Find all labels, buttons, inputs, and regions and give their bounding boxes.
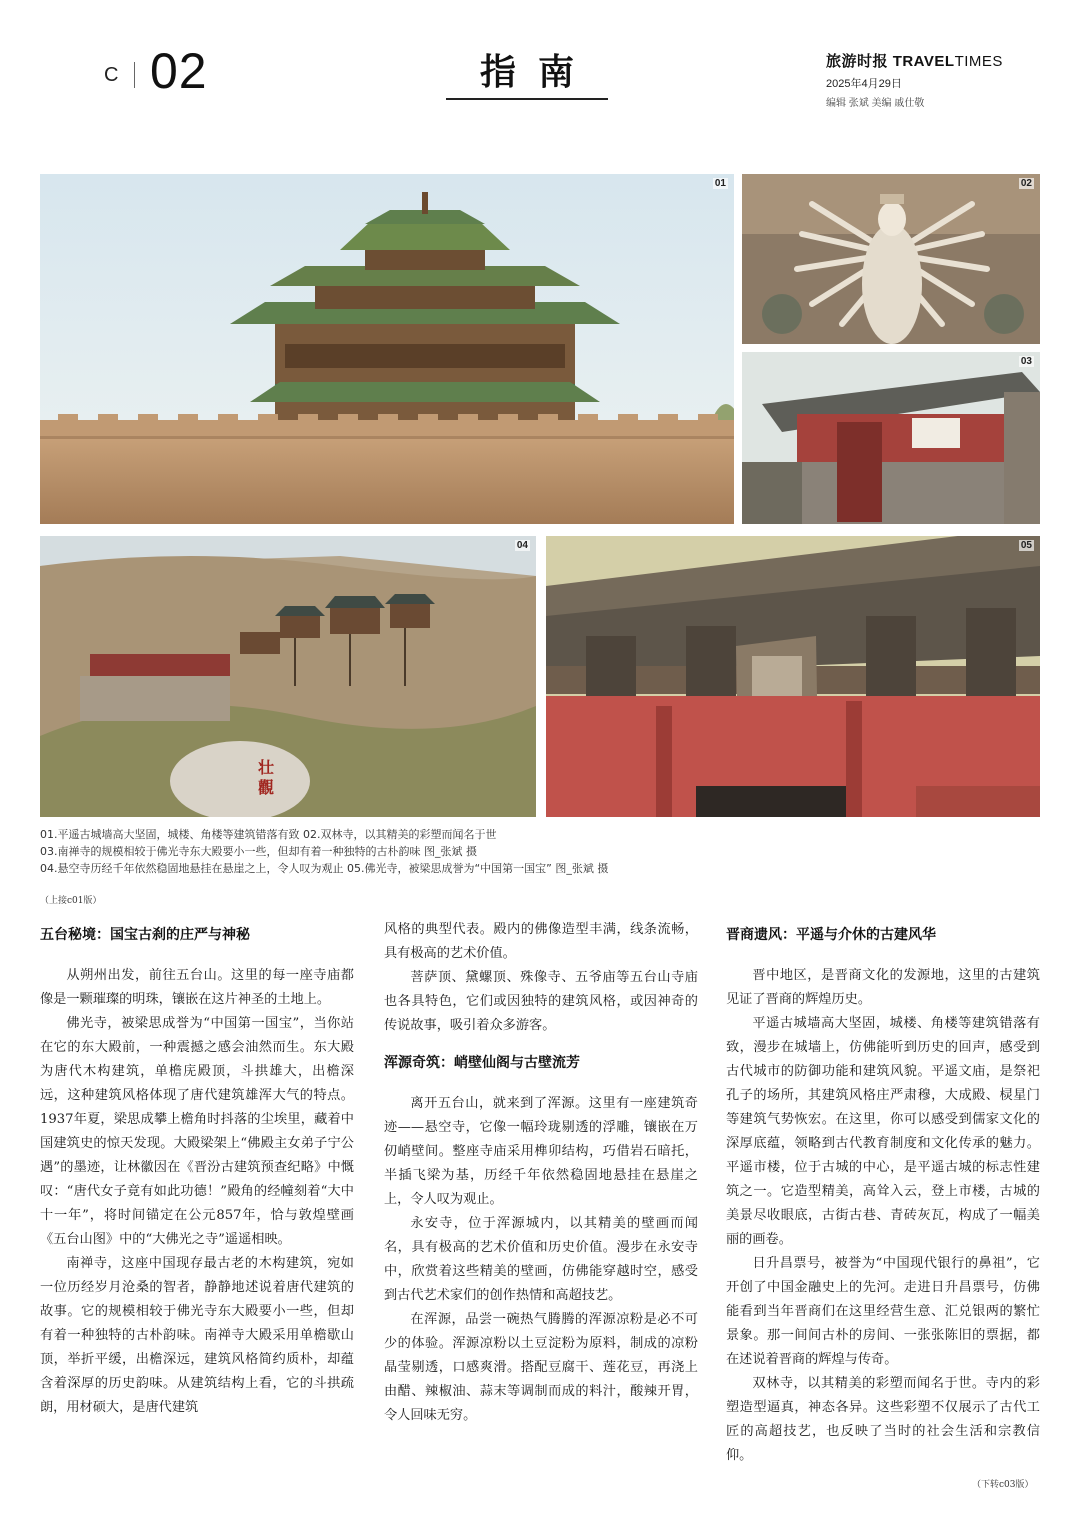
- article-column-3: [726, 924, 1040, 1468]
- photo-number: 05: [1020, 540, 1032, 551]
- photo-number: 01: [714, 178, 726, 189]
- nanchan-hall-illustration: [742, 352, 1040, 524]
- article-paragraph: 双林寺，以其精美的彩塑而闻名于世。寺内的彩塑造型逼真，神态各异。这些彩塑不仅展示了古代工匠的高超技艺，也反映了当时的社会生活和宗教信仰。: [726, 1376, 1040, 1463]
- article-paragraph: 风格的典型代表。殿内的佛像造型丰满，线条流畅，具有极高的艺术价值。: [384, 922, 698, 961]
- masthead-brand: [826, 50, 1026, 71]
- article-column-1: [40, 924, 354, 1420]
- article-paragraph: 永安寺，位于浑源城内，以其精美的壁画而闻名，具有极高的艺术价值和历史价值。漫步在永安寺中，欣赏着这些精美的壁画，仿佛能穿越时空，感受到古代艺术家们的创作热情和高超技艺。: [384, 1216, 698, 1303]
- caption-line: 03.南禅寺的规模相较于佛光寺东大殿要小一些，但却有着一种独特的古朴韵味 图_张斌 摄: [40, 845, 477, 858]
- section-title-rule: [446, 98, 608, 100]
- guanyin-statue-illustration: [742, 174, 1040, 344]
- section-divider: [134, 62, 135, 88]
- page-number: 02: [150, 43, 208, 99]
- article-paragraph: 日升昌票号，被誉为“中国现代银行的鼻祖”，它开创了中国金融史上的先河。走进日升昌票号，仿佛能看到当年晋商们在这里经营生意、汇兑银两的繁忙景象。那一间间古朴的房间、一张张陈旧的票据，都在述说着晋商的辉煌与传奇。: [726, 1256, 1040, 1367]
- photo-pingyao-city-wall: [40, 174, 734, 524]
- section-letter: C: [104, 64, 119, 86]
- pingyao-tower-illustration: [40, 174, 734, 524]
- brand-cn: 旅游时报: [826, 53, 889, 70]
- section-title: 指南: [479, 52, 596, 93]
- article-paragraph: 南禅寺，这座中国现存最古老的木构建筑，宛如一位历经岁月沧桑的智者，静静地述说着唐代建筑的故事。它的规模相较于佛光寺东大殿要小一些，但却有着一种独特的古朴韵味。南禅寺大殿采用单檐歇山顶，举折平缓，出檐深远，建筑风格简约质朴，却蕴含着深厚的历史韵味。从建筑结构上看，它的斗拱疏朗，用材硕大，是唐代建筑: [40, 1256, 354, 1415]
- continued-from-note: （上接c01版）: [40, 896, 102, 906]
- photo-nanchan-temple: [742, 352, 1040, 524]
- article-paragraph: 菩萨顶、黛螺顶、殊像寺、五爷庙等五台山寺庙也各具特色，它们或因独特的建筑风格，或因神奇的传说故事，吸引着众多游客。: [384, 970, 698, 1033]
- article-paragraph: 离开五台山，就来到了浑源。这里有一座建筑奇迹——悬空寺，它像一幅玲珑剔透的浮雕，镶嵌在万仞峭壁间。整座寺庙采用榫卯结构，巧借岩石暗托，半插飞梁为基，历经千年依然稳固地悬挂在悬崖之上，令人叹为观止。: [384, 1096, 698, 1207]
- article-heading-hunyuan: 浑源奇筑：峭壁仙阁与古壁流芳: [384, 1055, 580, 1071]
- article-paragraph: 平遥古城墙高大坚固，城楼、角楼等建筑错落有致，漫步在城墙上，仿佛能听到历史的回声，感受到古代城市的防御功能和建筑风貌。平遥文庙，是祭祀孔子的场所，其建筑风格庄严肃穆，大成殿、棂星门等建筑气势恢宏。在这里，你可以感受到儒家文化的深厚底蕴，领略到古代教育制度和文化传承的魅力。平遥市楼，位于古城的中心，是平遥古城的标志性建筑之一。它造型精美，高耸入云，登上市楼，古城的美景尽收眼底，古街古巷、青砖灰瓦，构成了一幅美丽的画卷。: [726, 1016, 1040, 1247]
- rock-inscription: 壮觀: [258, 758, 275, 797]
- article-column-2: [384, 918, 698, 1428]
- hanging-temple-illustration: [40, 536, 536, 817]
- photo-number: 03: [1020, 356, 1032, 367]
- caption-line: 01.平遥古城墙高大坚固，城楼、角楼等建筑错落有致 02.双林寺，以其精美的彩塑而闻名于世: [40, 828, 497, 841]
- photo-hanging-temple: [40, 536, 536, 817]
- issue-date: 2025年4月29日: [826, 78, 902, 90]
- caption-line: 04.悬空寺历经千年依然稳固地悬挂在悬崖之上，令人叹为观止 05.佛光寺，被梁思成誉为“中国第一国宝” 图_张斌 摄: [40, 862, 609, 875]
- photo-shuanglin-statue: [742, 174, 1040, 344]
- masthead: [826, 50, 1026, 109]
- article-paragraph: 晋中地区，是晋商文化的发源地，这里的古建筑见证了晋商的辉煌历史。: [726, 968, 1040, 1007]
- editors-credit: 编辑 张斌 美编 戚仕敬: [826, 98, 925, 109]
- photo-number: 04: [516, 540, 528, 551]
- brand-en-bold: TRAVEL: [892, 53, 955, 70]
- brand-en: TIMES: [954, 53, 1003, 70]
- article-paragraph: 从朔州出发，前往五台山。这里的每一座寺庙都像是一颗璀璨的明珠，镶嵌在这片神圣的土地上。: [40, 968, 354, 1007]
- article-heading-jinshang: 晋商遗风：平遥与介休的古建风华: [726, 927, 936, 943]
- foguang-eaves-illustration: [546, 536, 1040, 817]
- article-paragraph: 在浑源，品尝一碗热气腾腾的浑源凉粉是必不可少的体验。浑源凉粉以土豆淀粉为原料，制成的凉粉晶莹剔透，口感爽滑。搭配豆腐干、莲花豆，再浇上由醋、辣椒油、蒜末等调制而成的料汁，酸辣开胃，令人回味无穷。: [384, 1312, 698, 1423]
- photo-number: 02: [1020, 178, 1032, 189]
- article-heading-wutai: 五台秘境：国宝古刹的庄严与神秘: [40, 927, 250, 943]
- continued-to-note: （下转c03版）: [972, 1480, 1034, 1490]
- photo-captions: [40, 826, 1040, 877]
- article-paragraph: 佛光寺，被梁思成誉为“中国第一国宝”，当你站在它的东大殿前，一种震撼之感会油然而生。东大殿为唐代木构建筑，单檐庑殿顶，斗拱雄大，出檐深远，这种建筑风格体现了唐代建筑雄浑大气的特点。1937年夏，梁思成攀上檐角时抖落的尘埃里，藏着中国建筑史的惊天发现。大殿梁架上“佛殿主女弟子宁公遇”的墨迹，让林徽因在《晋汾古建筑预查纪略》中慨叹：“唐代女子竟有如此功德！”殿角的经幢刻着“大中十一年”，将时间锚定在公元857年，恰与敦煌壁画《五台山图》中的“大佛光之寺”遥遥相映。: [40, 1016, 354, 1247]
- photo-foguang-temple: [546, 536, 1040, 817]
